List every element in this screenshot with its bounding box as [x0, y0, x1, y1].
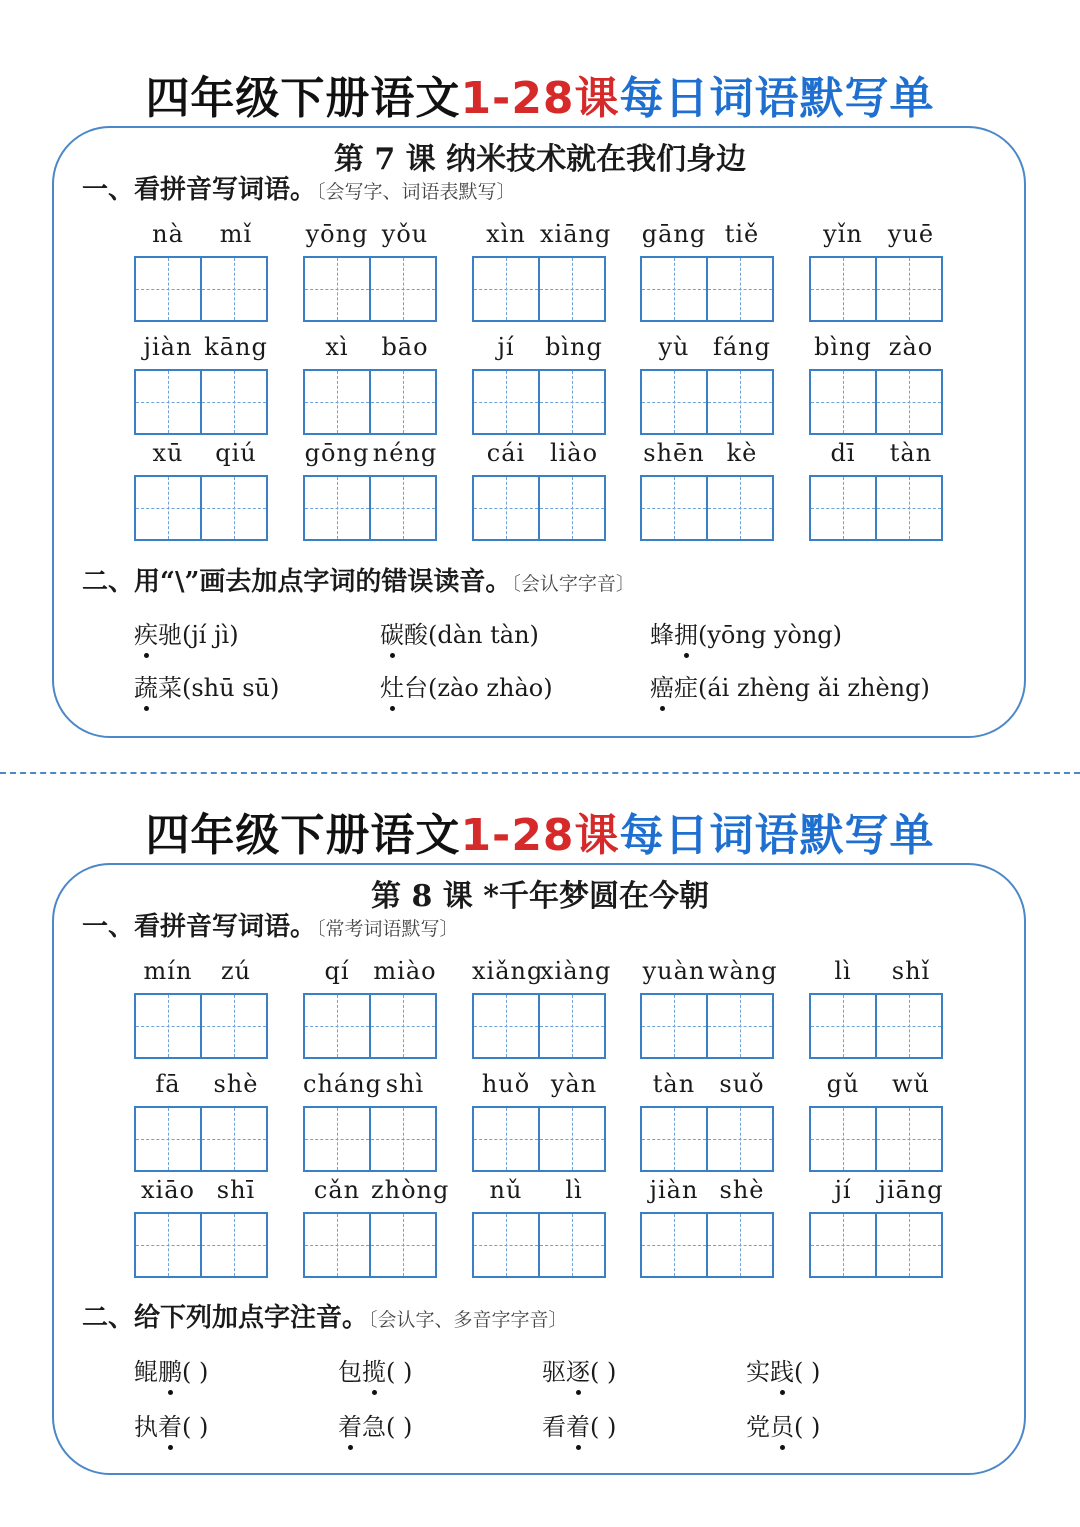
tian-grid-square[interactable]	[538, 477, 604, 539]
writing-box[interactable]	[640, 993, 774, 1059]
exercise-item[interactable]	[542, 1355, 616, 1389]
pinyin-label	[134, 1068, 270, 1100]
title-name: 每日词语默写单	[619, 73, 935, 124]
tian-grid-square[interactable]	[811, 371, 875, 433]
dotted-char: 践	[770, 1355, 794, 1389]
exercise-item[interactable]	[134, 671, 279, 705]
tian-grid-square[interactable]	[369, 258, 435, 320]
title-name: 每日词语默写单	[619, 810, 935, 861]
pinyin-label	[472, 955, 612, 987]
tian-grid-square[interactable]	[474, 477, 538, 539]
tian-grid-square[interactable]	[474, 1214, 538, 1276]
tian-grid-square[interactable]	[474, 258, 538, 320]
item-rest: 酸(dàn tàn)	[404, 621, 539, 649]
dotted-char: 灶	[380, 671, 404, 705]
pinyin-label	[809, 955, 945, 987]
pinyin-syllable: tiě	[724, 220, 760, 248]
dotted-char: 揽	[362, 1355, 386, 1389]
tian-grid-square[interactable]	[305, 371, 369, 433]
pinyin-syllable: jiāng	[878, 1176, 944, 1204]
item-rest: 症(ái zhèng ǎi zhèng)	[674, 674, 930, 702]
pinyin-label	[640, 218, 776, 250]
tian-grid-square[interactable]	[538, 1108, 604, 1170]
tian-grid-square[interactable]	[369, 1108, 435, 1170]
pinyin-syllable: xì	[325, 333, 349, 361]
item-char: 看	[542, 1413, 566, 1441]
exercise-item[interactable]	[380, 671, 553, 705]
pinyin-label	[472, 1068, 608, 1100]
pinyin-label	[134, 331, 270, 363]
writing-box[interactable]	[640, 475, 774, 541]
pinyin-label	[809, 331, 945, 363]
item-rest: (yōng yòng)	[698, 621, 843, 649]
tian-grid-square[interactable]	[706, 995, 772, 1057]
tian-grid-square[interactable]	[136, 371, 200, 433]
writing-box[interactable]	[134, 993, 268, 1059]
item-rest: ( )	[590, 1413, 617, 1441]
pinyin-syllable: zào	[888, 333, 934, 361]
pinyin-syllable: fā	[155, 1070, 181, 1098]
tian-grid-square[interactable]	[474, 1108, 538, 1170]
pinyin-syllable: gōng	[304, 439, 370, 467]
pinyin-syllable: yǐn	[823, 220, 863, 248]
exercise-item[interactable]	[650, 618, 842, 652]
tian-grid-square[interactable]	[642, 477, 706, 539]
pinyin-syllable: shī	[216, 1176, 256, 1204]
sheet-title	[0, 68, 1080, 130]
pinyin-syllable: xū	[152, 439, 184, 467]
item-char: 党	[746, 1413, 770, 1441]
dotted-char: 逐	[566, 1355, 590, 1389]
dotted-char: 拥	[674, 618, 698, 652]
pinyin-syllable: shēn	[643, 439, 705, 467]
title-grade: 四年级下册语文	[145, 73, 461, 124]
pinyin-label	[640, 331, 776, 363]
dotted-char: 碳	[380, 618, 404, 652]
tian-grid-square[interactable]	[369, 371, 435, 433]
pinyin-label	[472, 331, 608, 363]
item-rest: ( )	[590, 1358, 617, 1386]
exercise-item[interactable]	[338, 1410, 412, 1444]
title-range: 1-28课	[460, 810, 620, 861]
item-rest: ( )	[182, 1413, 209, 1441]
pinyin-syllable: xìn	[486, 220, 526, 248]
pinyin-syllable: miào	[373, 957, 437, 985]
pinyin-syllable: gǔ	[826, 1070, 860, 1098]
pinyin-syllable: mǐ	[219, 220, 253, 248]
pinyin-label	[472, 1174, 608, 1206]
pinyin-syllable: huǒ	[481, 1070, 531, 1098]
writing-box[interactable]	[472, 993, 606, 1059]
writing-box[interactable]	[472, 475, 606, 541]
dotted-char: 疾	[134, 618, 158, 652]
section-2-heading	[82, 564, 635, 600]
dotted-char: 鹏	[158, 1355, 182, 1389]
exercise-item[interactable]	[746, 1355, 820, 1389]
pinyin-syllable: bāo	[381, 333, 429, 361]
tian-grid-square[interactable]	[811, 995, 875, 1057]
tian-grid-square[interactable]	[538, 258, 604, 320]
writing-box[interactable]	[640, 256, 774, 322]
pinyin-syllable: nǔ	[489, 1176, 523, 1204]
item-rest: 急( )	[362, 1413, 413, 1441]
pinyin-syllable: fáng	[712, 333, 771, 361]
pinyin-syllable: qí	[324, 957, 350, 985]
section-1-heading	[82, 172, 516, 208]
worksheet-2	[0, 805, 1080, 1485]
title-range: 1-28课	[460, 73, 620, 124]
pinyin-syllable: yù	[658, 333, 690, 361]
tian-grid-square[interactable]	[642, 1108, 706, 1170]
item-char: 包	[338, 1358, 362, 1386]
lesson-title: 第 8 课 *千年梦圆在今朝	[371, 879, 709, 914]
item-rest: 菜(shū sū)	[158, 674, 280, 702]
tian-grid-square[interactable]	[369, 1214, 435, 1276]
tian-grid-square[interactable]	[538, 371, 604, 433]
tian-grid-square[interactable]	[642, 371, 706, 433]
tian-grid-square[interactable]	[706, 1214, 772, 1276]
pinyin-label	[303, 331, 439, 363]
pinyin-syllable: cháng	[303, 1070, 383, 1098]
writing-box[interactable]	[640, 369, 774, 435]
item-rest: 台(zào zhào)	[404, 674, 553, 702]
tian-grid-square[interactable]	[200, 1108, 266, 1170]
pinyin-label	[134, 437, 270, 469]
dotted-char: 着	[158, 1410, 182, 1444]
writing-box[interactable]	[809, 369, 943, 435]
title-grade: 四年级下册语文	[145, 810, 461, 861]
pinyin-syllable: jiàn	[143, 333, 193, 361]
pinyin-syllable: yōng	[305, 220, 369, 248]
pinyin-syllable: yuē	[887, 220, 935, 248]
writing-box[interactable]	[472, 1212, 606, 1278]
writing-box[interactable]	[303, 256, 437, 322]
pinyin-syllable: zhòng	[371, 1176, 450, 1204]
tian-grid-square[interactable]	[706, 1108, 772, 1170]
tian-grid-square[interactable]	[875, 995, 941, 1057]
pinyin-syllable: mín	[143, 957, 193, 985]
pinyin-syllable: yǒu	[381, 220, 429, 248]
pinyin-label	[303, 1068, 439, 1100]
pinyin-syllable: cái	[486, 439, 526, 467]
section-1-note: 〔常考词语默写〕	[316, 918, 459, 940]
exercise-item[interactable]	[542, 1410, 616, 1444]
writing-box[interactable]	[809, 993, 943, 1059]
pinyin-syllable: xiǎng	[472, 957, 544, 985]
tian-grid-square[interactable]	[369, 995, 435, 1057]
tian-grid-square[interactable]	[811, 1214, 875, 1276]
pinyin-syllable: shè	[213, 1070, 259, 1098]
tian-grid-square[interactable]	[875, 1214, 941, 1276]
pinyin-syllable: dī	[830, 439, 856, 467]
section-1-label: 一、看拼音写词语。	[82, 175, 317, 205]
exercise-item[interactable]	[134, 1355, 208, 1389]
pinyin-syllable: qiú	[215, 439, 257, 467]
writing-box[interactable]	[472, 369, 606, 435]
tian-grid-square[interactable]	[474, 995, 538, 1057]
exercise-item[interactable]	[746, 1410, 820, 1444]
pinyin-syllable: liào	[549, 439, 599, 467]
item-char: 蜂	[650, 621, 674, 649]
writing-box[interactable]	[640, 1106, 774, 1172]
dotted-char: 着	[338, 1410, 362, 1444]
writing-box[interactable]	[472, 1106, 606, 1172]
writing-box[interactable]	[303, 1106, 437, 1172]
pinyin-syllable: suǒ	[719, 1070, 765, 1098]
pinyin-label	[472, 437, 608, 469]
pinyin-syllable: lì	[834, 957, 852, 985]
pinyin-label	[640, 1068, 776, 1100]
pinyin-label	[134, 955, 270, 987]
tian-grid-square[interactable]	[305, 1108, 369, 1170]
tian-grid-square[interactable]	[474, 371, 538, 433]
exercise-item[interactable]	[380, 618, 539, 652]
tian-grid-square[interactable]	[200, 477, 266, 539]
pinyin-label	[809, 437, 945, 469]
writing-box[interactable]	[134, 256, 268, 322]
pinyin-label	[303, 437, 439, 469]
tian-grid-square[interactable]	[706, 371, 772, 433]
dotted-char: 蔬	[134, 671, 158, 705]
pinyin-syllable: kāng	[204, 333, 268, 361]
pinyin-syllable: shǐ	[891, 957, 931, 985]
pinyin-syllable: bìng	[545, 333, 603, 361]
section-2-note: 〔会认字字音〕	[511, 573, 635, 595]
tian-grid-square[interactable]	[369, 477, 435, 539]
item-char: 鲲	[134, 1358, 158, 1386]
tian-grid-square[interactable]	[642, 995, 706, 1057]
tian-grid-square[interactable]	[305, 1214, 369, 1276]
pinyin-syllable: shè	[719, 1176, 765, 1204]
writing-box[interactable]	[809, 1212, 943, 1278]
tian-grid-square[interactable]	[136, 995, 200, 1057]
exercise-item[interactable]	[338, 1355, 412, 1389]
item-char: 驱	[542, 1358, 566, 1386]
writing-box[interactable]	[472, 256, 606, 322]
pinyin-label	[809, 218, 945, 250]
pinyin-syllable: shì	[385, 1070, 425, 1098]
item-rest: 驰(jí jì)	[158, 621, 239, 649]
item-rest: ( )	[794, 1358, 821, 1386]
pinyin-syllable: wàng	[708, 957, 778, 985]
tian-grid-square[interactable]	[305, 477, 369, 539]
section-2-label: 二、给下列加点字注音。	[82, 1303, 369, 1333]
tian-grid-square[interactable]	[200, 1214, 266, 1276]
pinyin-label	[640, 1174, 776, 1206]
writing-box[interactable]	[134, 1212, 268, 1278]
tian-grid-square[interactable]	[200, 995, 266, 1057]
pinyin-syllable: kè	[726, 439, 758, 467]
cut-line-divider	[0, 772, 1080, 774]
pinyin-syllable: yàn	[550, 1070, 598, 1098]
pinyin-syllable: tàn	[889, 439, 933, 467]
dotted-char: 员	[770, 1410, 794, 1444]
pinyin-label	[640, 955, 776, 987]
pinyin-syllable: tàn	[652, 1070, 696, 1098]
pinyin-label	[809, 1174, 945, 1206]
tian-grid-square[interactable]	[875, 258, 941, 320]
pinyin-syllable: nà	[152, 220, 184, 248]
pinyin-label	[472, 218, 612, 250]
tian-grid-square[interactable]	[136, 1108, 200, 1170]
tian-grid-square[interactable]	[538, 1214, 604, 1276]
tian-grid-square[interactable]	[200, 258, 266, 320]
pinyin-syllable: xiàng	[540, 957, 612, 985]
pinyin-syllable: gāng	[641, 220, 707, 248]
pinyin-syllable: jí	[834, 1176, 852, 1204]
exercise-item[interactable]	[650, 671, 930, 705]
section-2-label: 二、用“\”画去加点字词的错误读音。	[82, 567, 512, 597]
item-rest: ( )	[386, 1358, 413, 1386]
pinyin-syllable: bìng	[814, 333, 872, 361]
tian-grid-square[interactable]	[305, 258, 369, 320]
tian-grid-square[interactable]	[875, 1108, 941, 1170]
tian-grid-square[interactable]	[642, 258, 706, 320]
pinyin-syllable: cǎn	[313, 1176, 361, 1204]
writing-box[interactable]	[134, 475, 268, 541]
pinyin-syllable: xiāng	[540, 220, 612, 248]
exercise-item[interactable]	[134, 618, 239, 652]
tian-grid-square[interactable]	[136, 1214, 200, 1276]
pinyin-syllable: lì	[565, 1176, 583, 1204]
writing-box[interactable]	[640, 1212, 774, 1278]
section-2-heading	[82, 1300, 568, 1336]
pinyin-label	[134, 218, 270, 250]
tian-grid-square[interactable]	[136, 258, 200, 320]
lesson-title: 第 7 课 纳米技术就在我们身边	[333, 142, 747, 177]
dotted-char: 癌	[650, 671, 674, 705]
section-1-note: 〔会写字、词语表默写〕	[316, 181, 516, 203]
tian-grid-square[interactable]	[538, 995, 604, 1057]
sheet-title	[0, 805, 1080, 867]
tian-grid-square[interactable]	[875, 477, 941, 539]
pinyin-label	[809, 1068, 945, 1100]
pinyin-syllable: yuàn	[642, 957, 706, 985]
tian-grid-square[interactable]	[811, 1108, 875, 1170]
tian-grid-square[interactable]	[811, 477, 875, 539]
writing-box[interactable]	[303, 369, 437, 435]
pinyin-label	[303, 955, 439, 987]
writing-box[interactable]	[809, 1106, 943, 1172]
tian-grid-square[interactable]	[706, 477, 772, 539]
exercise-item[interactable]	[134, 1410, 208, 1444]
section-1-label: 一、看拼音写词语。	[82, 912, 317, 942]
writing-box[interactable]	[303, 993, 437, 1059]
worksheet-1	[0, 68, 1080, 748]
pinyin-label	[303, 1174, 450, 1206]
pinyin-label	[303, 218, 439, 250]
item-rest: ( )	[794, 1413, 821, 1441]
pinyin-label	[640, 437, 776, 469]
section-1-heading	[82, 909, 459, 945]
pinyin-label	[134, 1174, 270, 1206]
writing-box[interactable]	[809, 256, 943, 322]
dotted-char: 着	[566, 1410, 590, 1444]
writing-box[interactable]	[303, 475, 437, 541]
tian-grid-square[interactable]	[811, 258, 875, 320]
tian-grid-square[interactable]	[642, 1214, 706, 1276]
item-char: 实	[746, 1358, 770, 1386]
pinyin-syllable: zú	[220, 957, 252, 985]
pinyin-syllable: xiāo	[141, 1176, 195, 1204]
pinyin-syllable: jiàn	[649, 1176, 699, 1204]
pinyin-syllable: jí	[497, 333, 515, 361]
writing-box[interactable]	[134, 1106, 268, 1172]
writing-box[interactable]	[134, 369, 268, 435]
tian-grid-square[interactable]	[706, 258, 772, 320]
tian-grid-square[interactable]	[305, 995, 369, 1057]
writing-box[interactable]	[809, 475, 943, 541]
item-char: 执	[134, 1413, 158, 1441]
section-2-note: 〔会认字、多音字字音〕	[368, 1309, 568, 1331]
tian-grid-square[interactable]	[200, 371, 266, 433]
tian-grid-square[interactable]	[136, 477, 200, 539]
pinyin-syllable: wǔ	[892, 1070, 930, 1098]
tian-grid-square[interactable]	[875, 371, 941, 433]
writing-box[interactable]	[303, 1212, 437, 1278]
pinyin-syllable: néng	[372, 439, 438, 467]
item-rest: ( )	[182, 1358, 209, 1386]
